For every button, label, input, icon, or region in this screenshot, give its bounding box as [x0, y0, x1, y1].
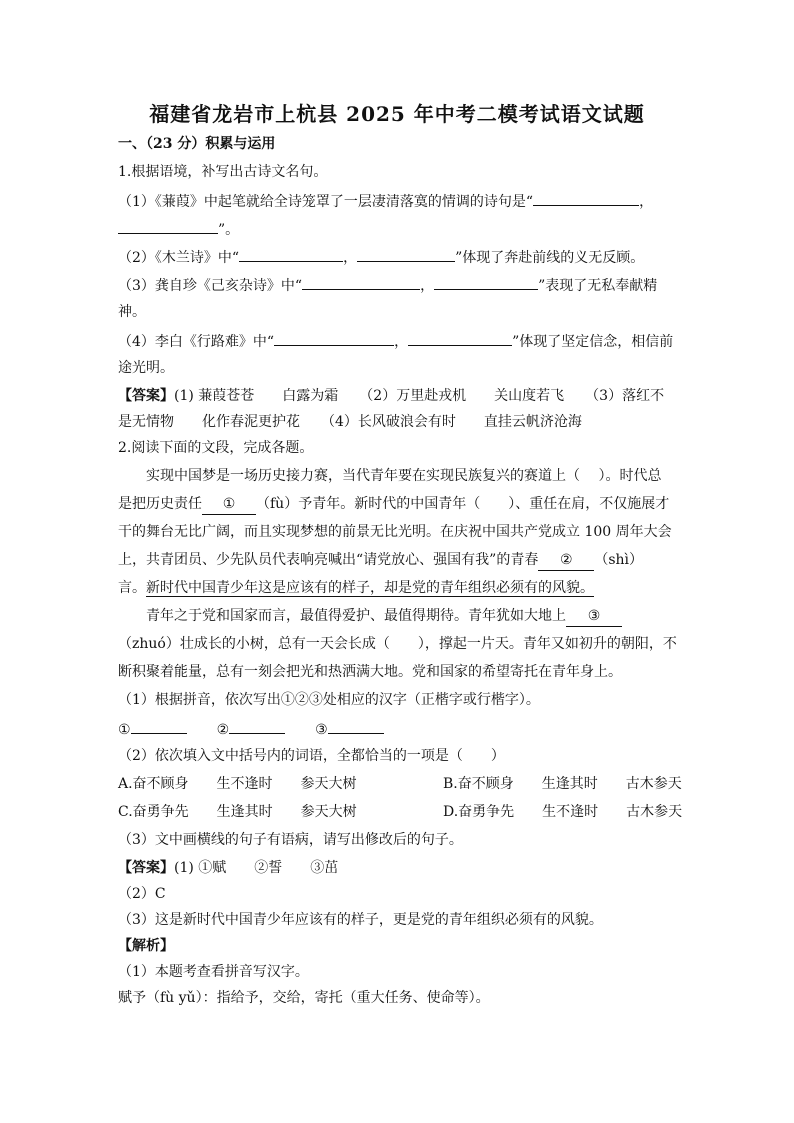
passage-line-7: （zhuó）壮成长的小树，总有一天会长成（ ），撑起一片天。青年又如初升的朝阳，不: [118, 636, 677, 652]
blank-label-1: ①: [118, 722, 131, 738]
answer-blank: [328, 718, 384, 734]
answer-blank: [302, 274, 420, 290]
q1-answer-line-2: 是无情物 化作春泥更护花 （4）长风破浪会有时 直挂云帆济沧海: [118, 414, 582, 430]
blank-marker-2: ②: [538, 550, 594, 571]
passage-text: （shì）: [594, 552, 644, 568]
answer-blank: [434, 274, 538, 290]
q2-answer-line-2: （2）C: [118, 886, 166, 902]
answer-blank: [408, 330, 512, 346]
q2-answer-line-3: （3）这是新时代中国青少年应该有的样子，更是党的青年组织必须有的风貌。: [118, 912, 603, 928]
passage-line-8: 断积聚着能量，总有一刻会把光和热洒满大地。党和国家的希望寄托在青年身上。: [118, 664, 622, 680]
passage-text: 上，共青团员、少先队员代表响亮喊出“请党放心、强国有我”的青春: [118, 552, 539, 568]
passage-text: （fù）予青年。新时代的中国青年（ ）、重任在肩，不仅施展才: [256, 496, 670, 512]
blank-label-2: ②: [216, 722, 230, 738]
option-b: B.奋不顾身 生逢其时 古木参天: [443, 776, 682, 792]
question-2-stem: 2.阅读下面的文段，完成各题。: [118, 440, 314, 456]
blank-marker-3: ③: [566, 606, 622, 627]
q1-item-4-text: （4）李白《行路难》中“: [118, 334, 275, 350]
q1-item-3-cont: 神。: [118, 304, 146, 320]
close-quote: ”。: [218, 222, 240, 238]
sub-question-2: （2）依次填入文中括号内的词语，全都恰当的一项是（ ）: [118, 748, 505, 764]
q1-answer-line-1: [118, 386, 664, 406]
passage-text: 言。: [118, 580, 146, 596]
answer-blank: [229, 718, 285, 734]
comma: ，: [639, 194, 654, 210]
underlined-sentence: 新时代中国青少年这是应该有的样子，却是党的青年组织必须有的风貌。: [146, 580, 594, 596]
passage-text: 是把历史责任: [118, 496, 202, 512]
comma: ，: [394, 334, 409, 350]
answer-blank: [131, 718, 187, 734]
q1-item-4: [118, 330, 673, 352]
analysis-line-2: 赋予（fù yǔ）：指给予，交给，寄托（重大任务、使命等）。: [118, 990, 490, 1006]
comma: ，: [343, 250, 358, 266]
q1-item-2-text: （2）《木兰诗》中“: [118, 250, 240, 266]
analysis-label: 【解析】: [118, 938, 174, 954]
passage-line-4: [118, 550, 643, 571]
page-title: 福建省龙岩市上杭县 2025 年中考二模考试语文试题: [149, 102, 645, 126]
blanks-row: [118, 718, 384, 740]
blank-label-3: ③: [315, 722, 328, 738]
q1-item-1-line-1: [118, 190, 653, 212]
answer-blank: [274, 330, 394, 346]
q2-answer-line-1: [118, 858, 338, 878]
passage-line-3: 干的舞台无比广阔，而且实现梦想的前景无比光明。在庆祝中国共产党成立 100 周年大会: [118, 524, 672, 540]
option-c: C.奋勇争先 生逢其时 参天大树: [118, 804, 357, 820]
analysis-line-1: （1）本题考查看拼音写汉字。: [118, 964, 309, 980]
option-a: A.奋不顾身 生不逢时 参天大树: [118, 776, 357, 792]
passage-text: 青年之于党和国家而言，最值得爱护、最值得期待。青年犹如大地上: [146, 608, 566, 624]
sub-question-1: （1）根据拼音，依次写出①②③处相应的汉字（正楷字或行楷字）。: [118, 692, 540, 708]
blank-marker-1: ①: [202, 494, 256, 515]
q1-item-3-tail: ”表现了无私奉献精: [538, 278, 658, 294]
q1-item-2: [118, 246, 644, 268]
q1-answer-text: (1) 蒹葭苍苍 白露为霜 （2）万里赴戎机 关山度若飞 （3）落红不: [174, 388, 665, 404]
passage-line-2: [118, 494, 669, 515]
q1-item-4-tail: ”体现了坚定信念，相信前: [512, 334, 674, 350]
answer-label: 【答案】: [118, 388, 174, 404]
sub-question-3: （3）文中画横线的句子有语病，请写出修改后的句子。: [118, 832, 463, 848]
q1-item-1-line-2: [118, 218, 239, 240]
answer-blank: [118, 218, 218, 234]
passage-line-5: [118, 578, 594, 598]
passage-line-6: [146, 606, 622, 627]
q1-item-3: [118, 274, 657, 296]
q1-item-4-cont: 途光明。: [118, 360, 174, 376]
q1-item-3-text: （3）龚自珍《己亥杂诗》中“: [118, 278, 303, 294]
q2-answer-text: (1) ①赋 ②誓 ③茁: [174, 860, 339, 876]
comma: ，: [420, 278, 435, 294]
q1-item-1-text: （1）《蒹葭》中起笔就给全诗笼罩了一层凄清落寞的情调的诗句是“: [118, 194, 534, 210]
option-d: D.奋勇争先 生不逢时 古木参天: [443, 804, 683, 820]
q1-item-2-tail: ”体现了奔赴前线的义无反顾。: [455, 250, 645, 266]
passage-line-1: 实现中国梦是一场历史接力赛，当代青年要在实现民族复兴的赛道上（ ）。时代总: [146, 468, 662, 484]
answer-blank: [239, 246, 343, 262]
section-heading: 一、（23 分）积累与运用: [118, 136, 276, 152]
answer-blank: [357, 246, 455, 262]
answer-label: 【答案】: [118, 860, 174, 876]
answer-blank: [533, 190, 639, 206]
question-1-stem: 1.根据语境，补写出古诗文名句。: [118, 164, 328, 180]
